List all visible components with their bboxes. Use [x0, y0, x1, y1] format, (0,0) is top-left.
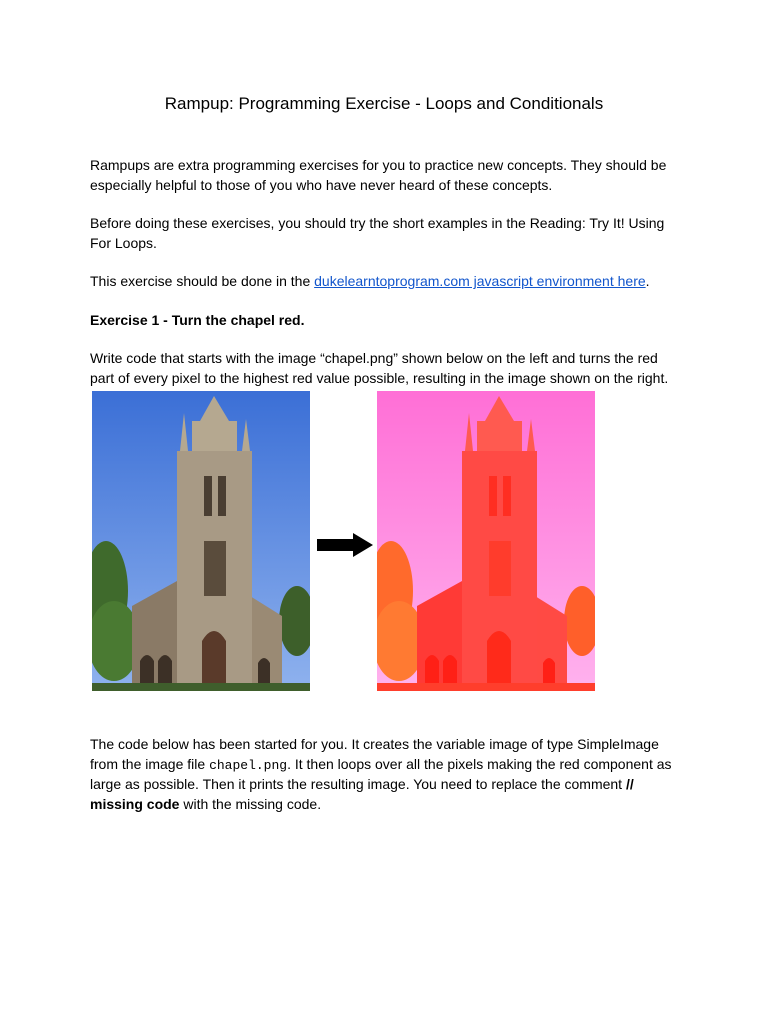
code-description-line-3 [90, 775, 680, 795]
exercise-1-instructions [90, 349, 680, 388]
environment-paragraph [90, 272, 680, 292]
code-description-line-1: The code below has been started for you. It creates the variable image of type SimpleImage [90, 736, 659, 752]
intro-line-2: especially helpful to those of you who have never heard of these concepts. [90, 176, 553, 193]
missing-code-bold: missing code [90, 795, 180, 812]
inline-code-filename: chapel.png [209, 757, 288, 773]
line-2-suffix: . It then loops over all the pixels making the red component as [287, 755, 672, 772]
chapel-photo [92, 391, 310, 691]
prereq-paragraph [90, 214, 680, 253]
instructions-line-2: part of every pixel to the highest red value possible, resulting in the image shown on the right. [90, 369, 669, 386]
line-3-prefix: large as possible. Then it prints the resulting image. You need to replace the comment [90, 776, 626, 792]
page-title: Rampup: Programming Exercise - Loops and Conditionals [164, 94, 604, 113]
code-description-line-4 [90, 795, 680, 815]
line-3-bold-comment: // [625, 776, 634, 792]
red-chapel-photo [377, 391, 595, 691]
intro-line-1: Rampups are extra programming exercises for you to practice new concepts. They should be [90, 157, 667, 173]
instructions-line-1: Write code that starts with the image “chapel.png” shown below on the left and turns the red [90, 350, 658, 366]
environment-prefix: This exercise should be done in the [90, 273, 315, 289]
line-2-prefix: from the image file [90, 755, 210, 772]
intro-paragraph [90, 156, 680, 195]
exercise-1-heading: Exercise 1 - Turn the chapel red. [90, 312, 305, 328]
line-4-suffix: with the missing code. [179, 795, 322, 812]
prereq-line-1: Before doing these exercises, you should try the short examples in the Reading: Try It! Using [90, 215, 665, 231]
environment-suffix: . [645, 273, 650, 289]
environment-link[interactable]: dukelearntoprogram.com javascript environment here [314, 273, 646, 289]
code-description-line-2 [90, 755, 680, 776]
right-arrow-icon [315, 532, 375, 558]
prereq-line-2: For Loops. [90, 234, 157, 251]
code-description-paragraph [90, 735, 680, 814]
